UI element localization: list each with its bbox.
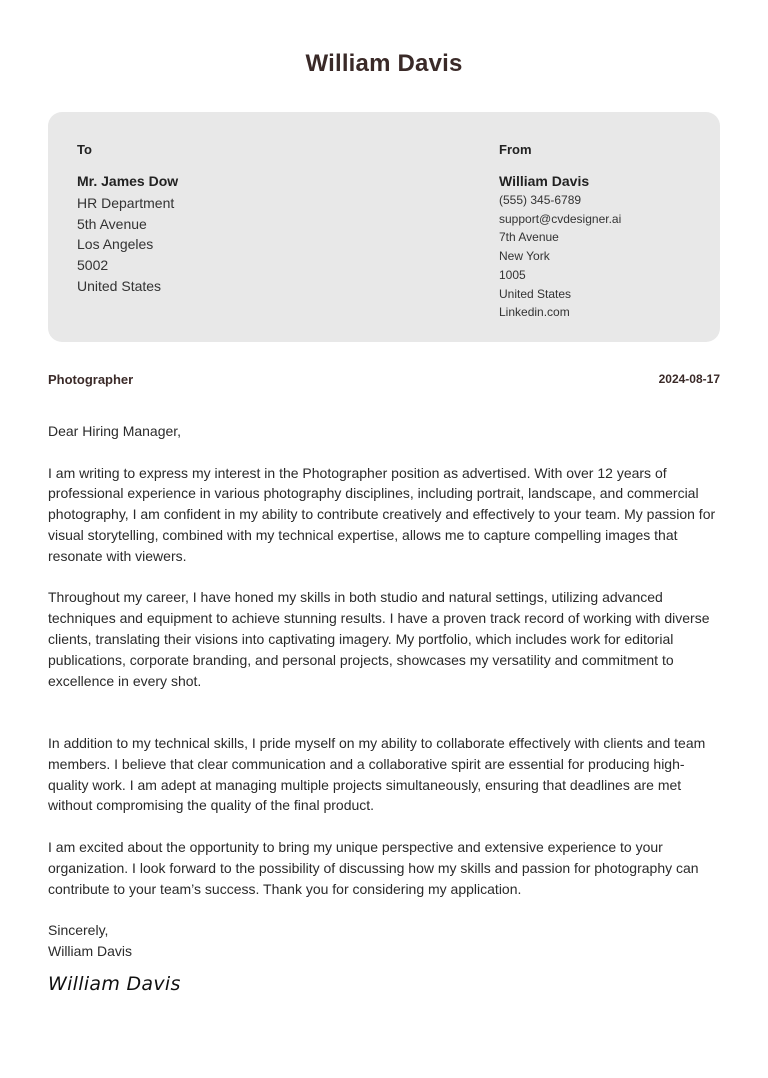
sender-block [499,142,709,322]
body-paragraph-3: In addition to my technical skills, I pride myself on my ability to collaborate effectively with clients and team members. I believe that clear communication and a collaborative spirit are essential for producing high-quality work. I am adept at managing multiple projects simultaneously, ensuring that deadlines are met without compromising the quality of the final product. [48,734,706,814]
body-paragraph-2: Throughout my career, I have honed my skills in both studio and natural settings, utilizing advanced techniques and equipment to achieve stunning results. I have a proven track record of working with diverse clients, translating their visions into captivating imagery. My portfolio, which includes work for editorial publications, corporate branding, and personal projects, showcases my versatility and commitment to excellence in every shot. [48,589,710,689]
sender-name: William Davis [499,173,590,189]
sender-linkedin: Linkedin.com [499,305,570,320]
recipient-country: United States [77,277,162,294]
sender-postal-code: 1005 [499,267,526,282]
recipient-name: Mr. James Dow [77,173,179,189]
sender-street: 7th Avenue [499,230,559,245]
sender-country: United States [499,286,572,301]
sender-heading: From [499,142,532,157]
handwritten-signature: William Davis [48,972,181,995]
recipient-heading: To [77,142,92,157]
applicant-name-title: William Davis [305,50,463,77]
closing-phrase: Sincerely, [48,922,109,939]
position-title: Photographer [48,372,134,387]
recipient-block [77,142,437,297]
closing-name: William Davis [48,942,132,959]
sender-email: support@cvdesigner.ai [499,211,622,226]
body-paragraph-1: I am writing to express my interest in the Photographer position as advertised. With over 12 years of professional experience in various photography disciplines, including portrait, landscape, and commercial photography, I am confident in my ability to contribute creatively and effectively to your team. My passion for visual storytelling, combined with my technical expertise, allows me to capture compelling images that resonate with viewers. [48,464,716,564]
letter-meta-row [48,372,720,390]
address-card [48,112,720,342]
body-paragraph-4: I am excited about the opportunity to bring my unique perspective and extensive experience to your organization. I look forward to the possibility of discussing how my skills and passion for photography can contribute to your team’s success. Thank you for considering my application. [48,838,699,897]
letter-date: 2024-08-17 [658,372,720,386]
recipient-postal-code: 5002 [77,257,109,274]
letter-body [48,421,724,997]
recipient-department: HR Department [77,195,175,211]
sender-city: New York [499,249,550,264]
recipient-city: Los Angeles [77,236,154,253]
salutation: Dear Hiring Manager, [48,423,182,439]
recipient-street: 5th Avenue [77,215,147,232]
sender-phone: (555) 345-6789 [499,193,582,207]
